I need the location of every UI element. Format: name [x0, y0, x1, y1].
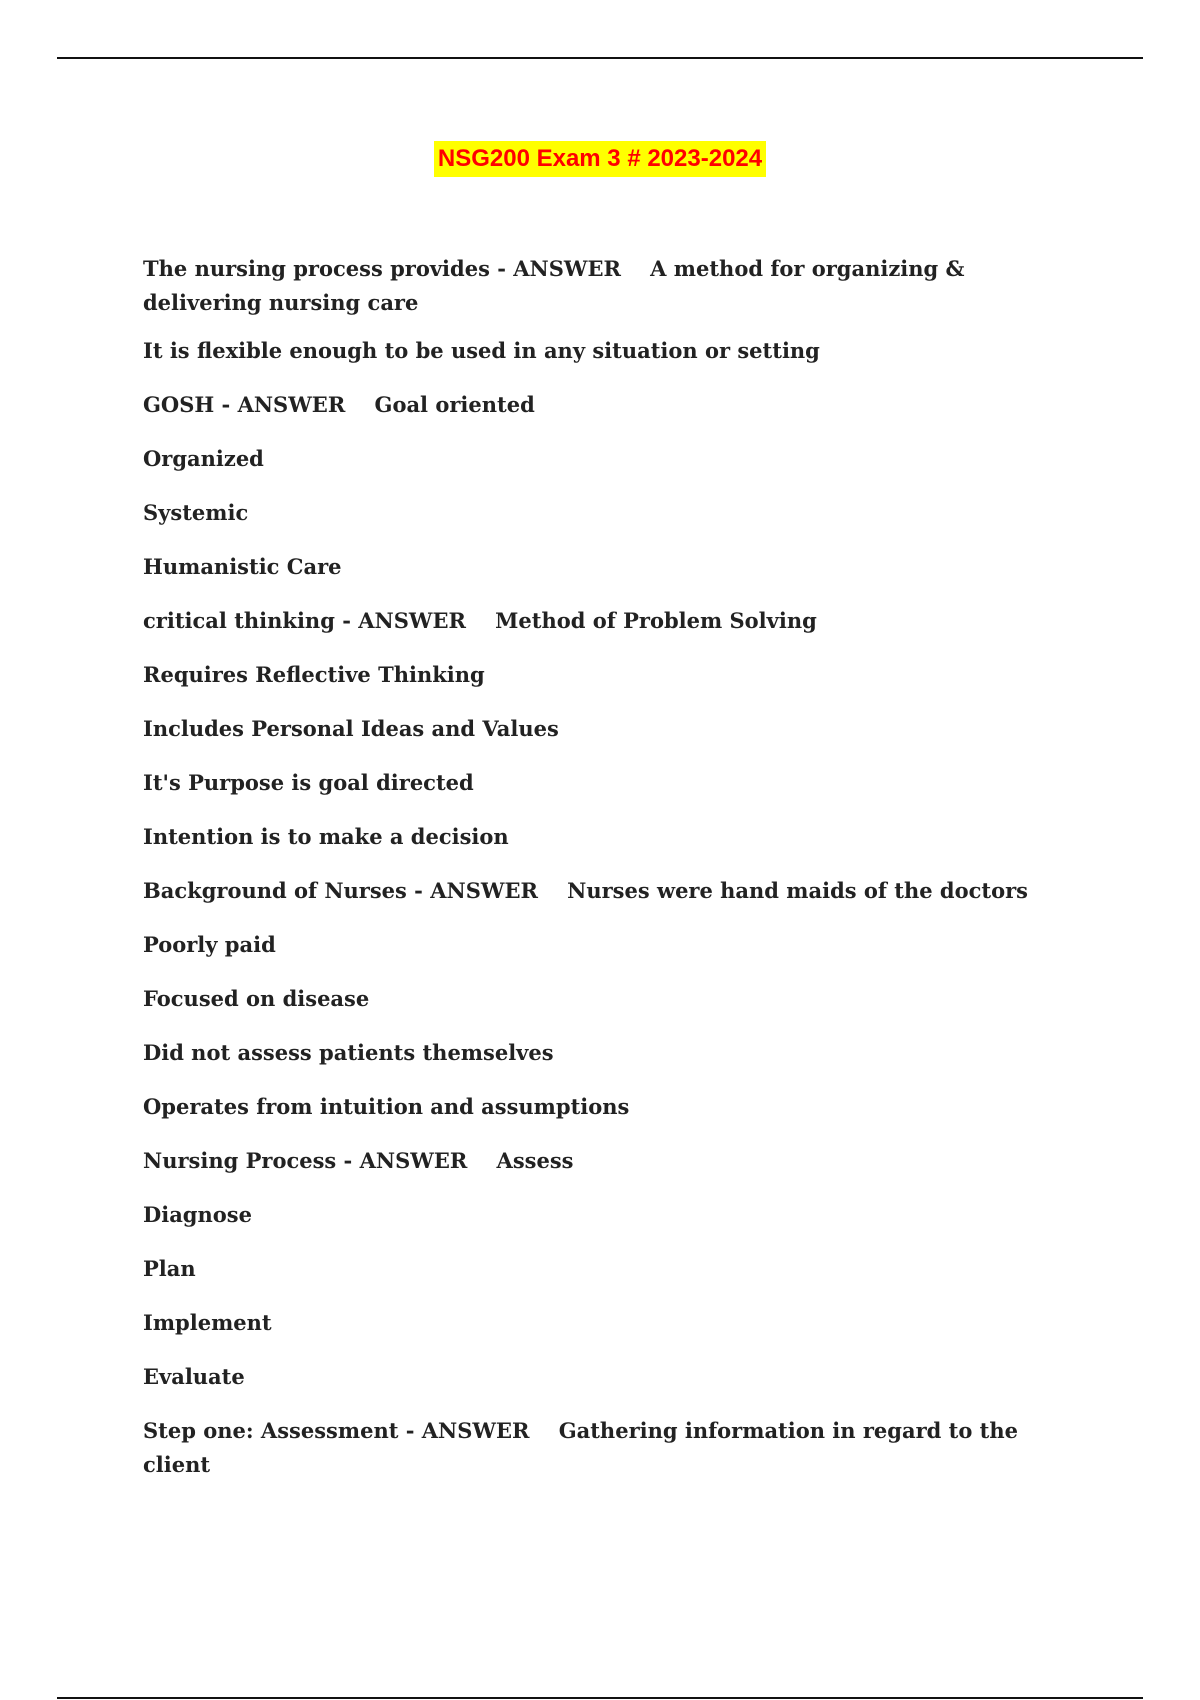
text-line: Poorly paid — [143, 932, 276, 957]
text-line: critical thinking - ANSWER Method of Problem Solving — [143, 608, 817, 633]
text-line: Humanistic Care — [143, 554, 342, 579]
text-line: Nursing Process - ANSWER Assess — [143, 1148, 574, 1173]
text-line: It's Purpose is goal directed — [143, 770, 474, 795]
text-line: Plan — [143, 1256, 196, 1281]
text-line: Did not assess patients themselves — [143, 1040, 554, 1065]
text-line: Evaluate — [143, 1364, 245, 1389]
text-line: Requires Reflective Thinking — [143, 662, 485, 687]
text-line: Diagnose — [143, 1202, 252, 1227]
text-line: The nursing process provides - ANSWER A method for organizing & delivering nursing care — [143, 256, 972, 315]
document-title: NSG200 Exam 3 # 2023-2024 — [434, 141, 766, 177]
top-rule — [57, 57, 1143, 59]
text-line: Focused on disease — [143, 986, 370, 1011]
text-line: Step one: Assessment - ANSWER Gathering information in regard to the client — [143, 1418, 1026, 1477]
text-line: Implement — [143, 1310, 272, 1335]
text-line: Systemic — [143, 500, 249, 525]
text-line: Background of Nurses - ANSWER Nurses were hand maids of the doctors — [143, 878, 1028, 903]
text-line: GOSH - ANSWER Goal oriented — [143, 392, 535, 417]
text-line: Organized — [143, 446, 264, 471]
text-line: Intention is to make a decision — [143, 824, 509, 849]
document-body — [143, 252, 1083, 1502]
title-container — [0, 141, 1200, 177]
text-line: It is flexible enough to be used in any situation or setting — [143, 338, 820, 363]
text-line: Operates from intuition and assumptions — [143, 1094, 630, 1119]
text-line: Includes Personal Ideas and Values — [143, 716, 559, 741]
bottom-rule — [57, 1697, 1143, 1699]
